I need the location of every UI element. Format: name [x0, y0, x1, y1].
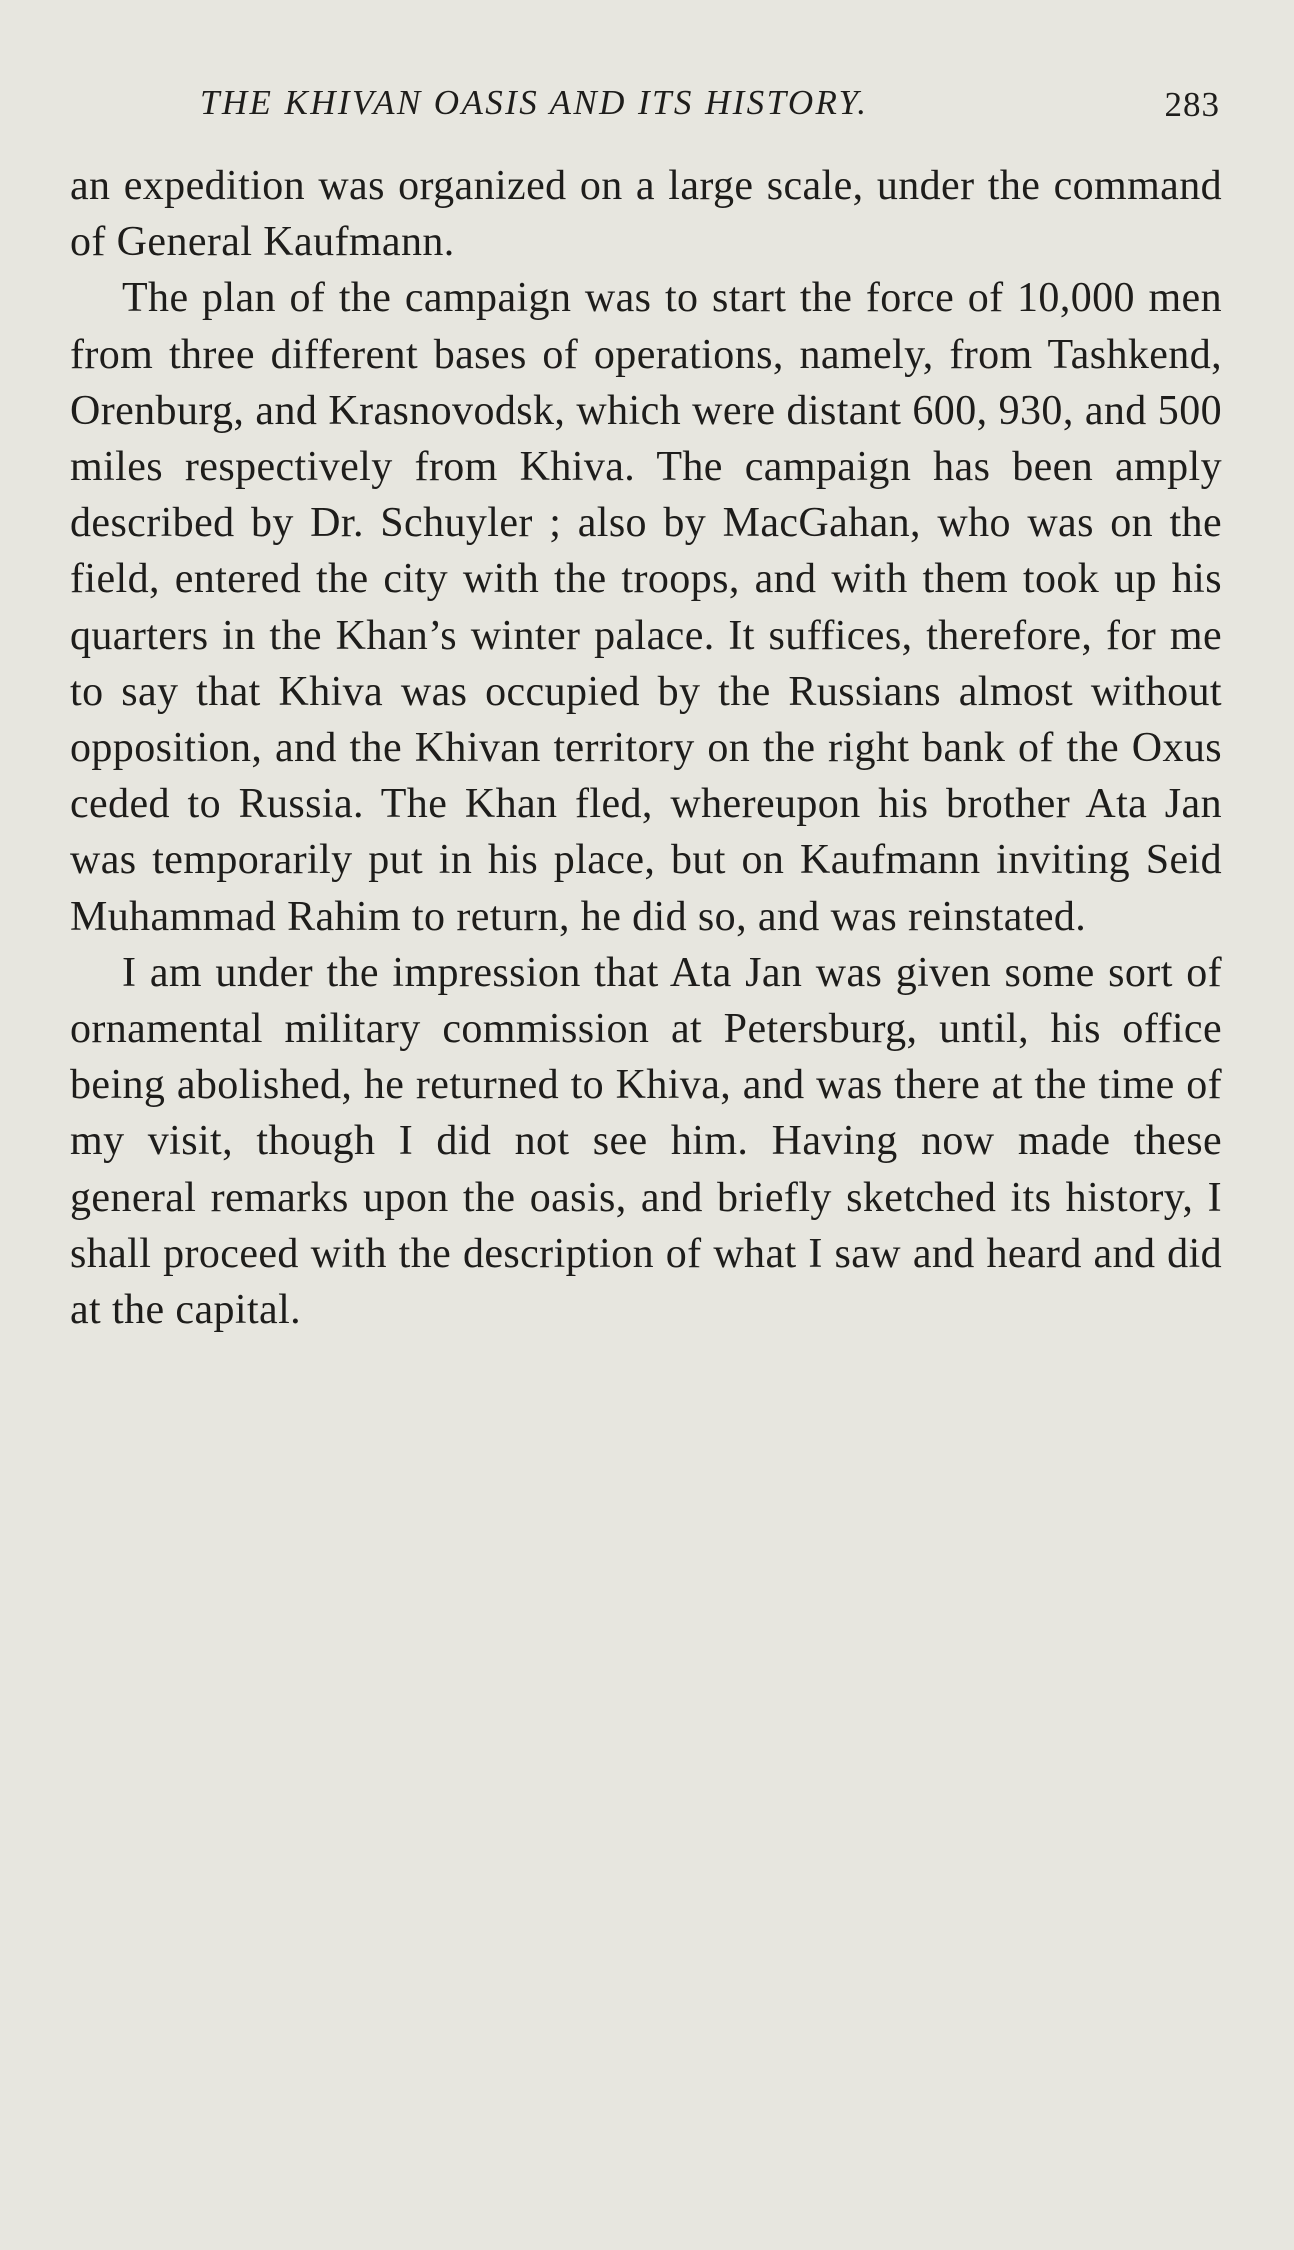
running-head [200, 78, 1220, 128]
paragraph-campaign-plan: The plan of the campaign was to start the force of 10,000 men from three different bases of operations, namely, from Tashkend, Orenburg, and Krasnovodsk, which were distant 600, 930, and 500 miles respectively from Khiva. The campaign has been amply described by Dr. Schuyler ; also by MacGahan, who was on the field, entered the city with the troops, and with them took up his quarters in the Khan’s winter palace. It suffices, therefore, for me to say that Khiva was occupied by the Russians almost without opposition, and the Khivan territory on the right bank of the Oxus ceded to Russia. The Khan fled, whereupon his brother Ata Jan was temporarily put in his place, but on Kaufmann inviting Seid Muhammad Rahim to return, he did so, and was reinstated. [70, 275, 1222, 940]
page-number: 283 [1164, 85, 1220, 124]
paragraph-ata-jan: I am under the impression that Ata Jan was given some sort of ornamental military commission at Petersburg, until, his office being abolished, he returned to Khiva, and was there at the time of my visit, though I did not see him. Having now made these general remarks upon the oasis, and briefly sketched its history, I shall proceed with the description of what I saw and heard and did at the capital. [70, 949, 1222, 1334]
body-text [70, 158, 1222, 1338]
running-title: THE KHIVAN OASIS AND ITS HISTORY. [200, 83, 869, 122]
paragraph-continued: an expedition was organized on a large scale, under the command of General Kaufmann. [70, 163, 1222, 266]
